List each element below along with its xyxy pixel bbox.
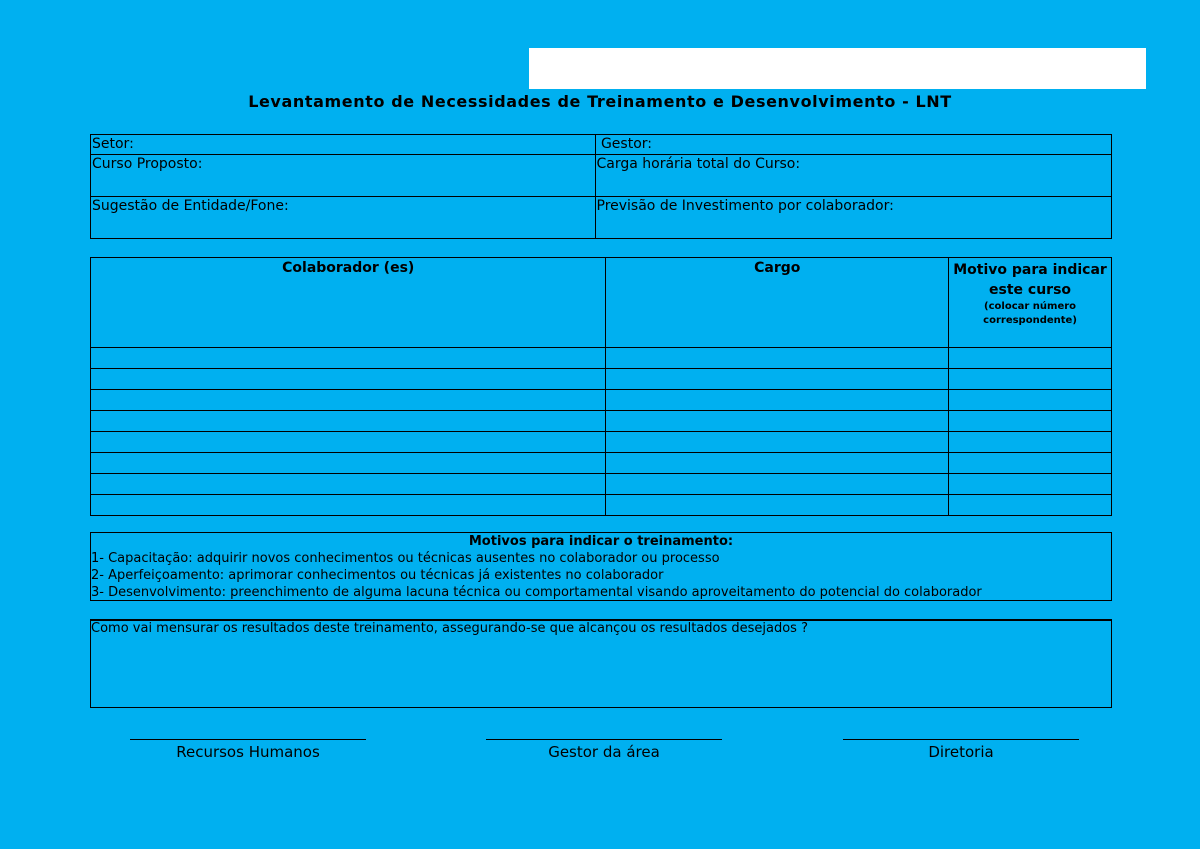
cargo-cell[interactable]	[606, 390, 949, 411]
header-motivo-label: Motivo para indicar este curso	[953, 262, 1107, 298]
motivo-cell[interactable]	[949, 348, 1112, 369]
carga-horaria-field[interactable]: Carga horária total do Curso:	[595, 155, 1112, 197]
motivo-cell[interactable]	[949, 495, 1112, 516]
motivo-cell[interactable]	[949, 369, 1112, 390]
signature-line	[486, 739, 722, 740]
page-title: Levantamento de Necessidades de Treinamento e Desenvolvimento - LNT	[248, 92, 952, 111]
header-colaborador: Colaborador (es)	[91, 258, 606, 348]
motivo-item-capacitacao: 1- Capacitação: adquirir novos conhecimentos ou técnicas ausentes no colaborador ou processo	[91, 551, 720, 566]
colaborador-cell[interactable]	[91, 390, 606, 411]
motivo-cell[interactable]	[949, 390, 1112, 411]
table-row	[91, 453, 1112, 474]
colaborador-cell[interactable]	[91, 348, 606, 369]
colaborador-cell[interactable]	[91, 453, 606, 474]
motivos-title: Motivos para indicar o treinamento:	[468, 534, 734, 549]
table-row	[91, 369, 1112, 390]
colaborador-cell[interactable]	[91, 432, 606, 453]
colaborador-cell[interactable]	[91, 369, 606, 390]
cargo-cell[interactable]	[606, 495, 949, 516]
mensurar-question: Como vai mensurar os resultados deste treinamento, assegurando-se que alcançou os resultados desejados ?	[91, 621, 808, 636]
course-info-table	[90, 134, 1112, 239]
cargo-cell[interactable]	[606, 348, 949, 369]
signature-gestor	[486, 730, 722, 761]
setor-field[interactable]: Setor:	[91, 135, 596, 155]
signature-diretoria	[843, 730, 1079, 761]
cargo-cell[interactable]	[606, 453, 949, 474]
signature-label: Recursos Humanos	[176, 743, 320, 761]
gestor-field[interactable]: Gestor:	[595, 135, 1112, 155]
signature-label: Gestor da área	[548, 743, 660, 761]
cargo-cell[interactable]	[606, 432, 949, 453]
motivo-cell[interactable]	[949, 411, 1112, 432]
signature-line	[130, 739, 366, 740]
signature-line	[843, 739, 1079, 740]
table-row	[91, 495, 1112, 516]
cargo-cell[interactable]	[606, 411, 949, 432]
colaborador-cell[interactable]	[91, 411, 606, 432]
table-row	[91, 411, 1112, 432]
header-cargo: Cargo	[606, 258, 949, 348]
motivos-box	[90, 532, 1112, 601]
cargo-cell[interactable]	[606, 369, 949, 390]
table-row	[91, 474, 1112, 495]
signature-rh	[130, 730, 366, 761]
motivo-item-aperfeicoamento: 2- Aperfeiçoamento: aprimorar conhecimentos ou técnicas já existentes no colaborador	[91, 568, 664, 583]
signature-label: Diretoria	[928, 743, 994, 761]
motivo-cell[interactable]	[949, 453, 1112, 474]
motivo-cell[interactable]	[949, 432, 1112, 453]
header-blank-box	[529, 48, 1146, 89]
table-row	[91, 432, 1112, 453]
mensurar-field[interactable]	[90, 619, 1112, 708]
curso-proposto-field[interactable]: Curso Proposto:	[91, 155, 596, 197]
header-motivo	[949, 258, 1112, 348]
collaborators-table	[90, 257, 1112, 516]
motivo-cell[interactable]	[949, 474, 1112, 495]
motivo-item-desenvolvimento: 3- Desenvolvimento: preenchimento de alguma lacuna técnica ou comportamental visando aproveitamento do potencial do colaborador	[91, 585, 982, 600]
header-motivo-note: (colocar número correspondente)	[983, 301, 1077, 326]
table-row	[91, 390, 1112, 411]
table-row	[91, 348, 1112, 369]
colaborador-cell[interactable]	[91, 495, 606, 516]
investimento-field[interactable]: Previsão de Investimento por colaborador:	[595, 197, 1112, 239]
colaborador-cell[interactable]	[91, 474, 606, 495]
entidade-fone-field[interactable]: Sugestão de Entidade/Fone:	[91, 197, 596, 239]
cargo-cell[interactable]	[606, 474, 949, 495]
